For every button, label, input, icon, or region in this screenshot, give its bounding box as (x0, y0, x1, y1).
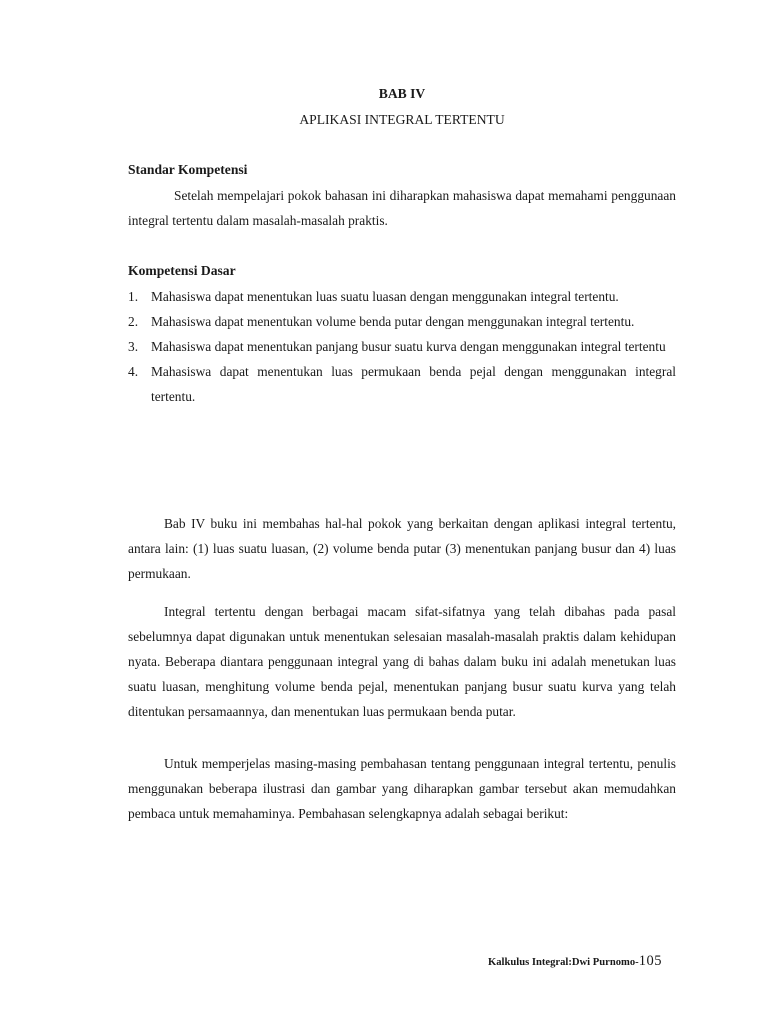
kompetensi-dasar-list (128, 284, 676, 409)
list-item-number: 3. (128, 339, 139, 354)
list-item-text: Mahasiswa dapat menentukan luas permukaan benda pejal dengan menggunakan integral tertentu. (151, 364, 676, 404)
standar-kompetensi-heading: Standar Kompetensi (128, 162, 248, 177)
list-item (128, 334, 676, 359)
list-item-number: 4. (128, 364, 139, 379)
chapter-label: BAB IV (378, 86, 426, 101)
list-item-text: Mahasiswa dapat menentukan volume benda putar dengan menggunakan integral tertentu. (151, 314, 635, 329)
body-paragraph-3: Untuk memperjelas masing-masing pembahasan tentang penggunaan integral tertentu, penulis menggunakan beberapa ilustrasi dan gambar yang diharapkan gambar tersebut akan memudahkan pembaca untuk memahaminya. Pembahasan selengkapnya adalah sebagai berikut: (128, 756, 676, 821)
list-item (128, 284, 676, 309)
list-item-number: 1. (128, 289, 139, 304)
body-paragraph-2: Integral tertentu dengan berbagai macam sifat-sifatnya yang telah dibahas pada pasal sebelumnya dapat digunakan untuk menentukan selesaian masalah-masalah praktis dalam kehidupan nyata. Beberapa diantara penggunaan integral yang di bahas dalam buku ini adalah menetukan luas suatu luasan, menghitung volume benda pejal, menentukan panjang busur suatu kurva yang telah ditentukan persamaannya, dan menentukan luas permukaan benda putar. (128, 604, 676, 719)
body-paragraph-1: Bab IV buku ini membahas hal-hal pokok yang berkaitan dengan aplikasi integral tertentu, antara lain: (1) luas suatu luasan, (2) volume benda putar (3) menentukan panjang busur dan 4) luas permukaan. (128, 516, 676, 581)
list-item-text: Mahasiswa dapat menentukan panjang busur suatu kurva dengan menggunakan integral tertentu (151, 339, 666, 354)
page-number: 105 (638, 953, 662, 969)
footer-reference: Kalkulus Integral:Dwi Purnomo- (488, 957, 639, 968)
list-item-number: 2. (128, 314, 139, 329)
chapter-title: APLIKASI INTEGRAL TERTENTU (299, 112, 505, 127)
list-item (128, 309, 676, 334)
list-item (128, 359, 676, 409)
standar-kompetensi-text: Setelah mempelajari pokok bahasan ini diharapkan mahasiswa dapat memahami penggunaan integral tertentu dalam masalah-masalah praktis. (128, 188, 676, 228)
page-footer (488, 953, 662, 970)
list-item-text: Mahasiswa dapat menentukan luas suatu luasan dengan menggunakan integral tertentu. (151, 289, 619, 304)
kompetensi-dasar-heading: Kompetensi Dasar (128, 263, 236, 278)
